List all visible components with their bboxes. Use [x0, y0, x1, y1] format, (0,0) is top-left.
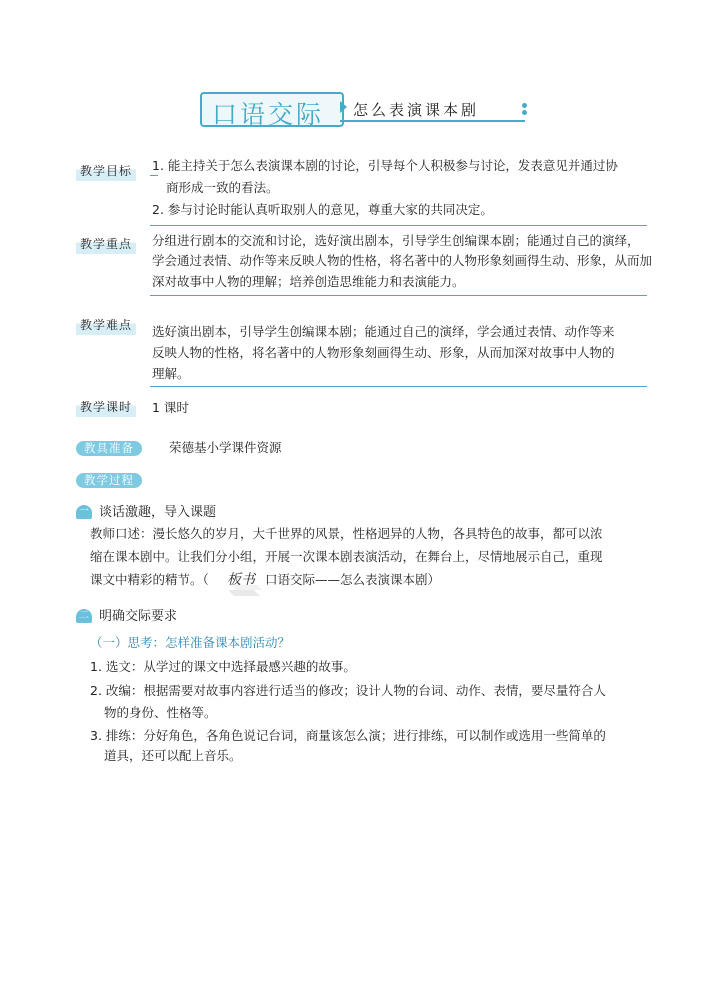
section2-item-2a: 2. 改编：根据需要对故事内容进行适当的修改；设计人物的台词、动作、表情，要尽量符合人 — [90, 683, 606, 698]
header-main-title: 口语交际 — [212, 100, 325, 129]
header-title-box — [200, 92, 344, 127]
objectives-item-1b: 商形成一致的看法。 — [166, 180, 279, 195]
section1-title: 谈话激趣，导入课题 — [99, 505, 217, 520]
board-writing-label: 板书 — [227, 572, 255, 588]
section2-item-3a: 3. 排练：分好角色，各角色说记台词，商量该怎么演；进行排练，可以制作或选用一些简单的 — [90, 728, 606, 743]
header-underline — [340, 120, 525, 122]
section1-line-1: 教师口述：漫长悠久的岁月，大千世界的风景，性格迥异的人物，各具特色的故事，都可以浓 — [90, 526, 603, 541]
divider — [150, 225, 647, 226]
objectives-item-2: 2. 参与讨论时能认真听取别人的意见，尊重大家的共同决定。 — [152, 202, 493, 217]
board-writing-text: 口语交际——怎么表演课本剧） — [265, 572, 441, 587]
difficulties-line-1: 选好演出剧本，引导学生创编课本剧；能通过自己的演绎，学会通过表情、动作等来 — [152, 324, 615, 339]
difficulties-label: 教学难点 — [76, 314, 136, 335]
dots-icon — [522, 103, 527, 115]
arrow-right-icon — [340, 101, 347, 113]
key-points-line-1: 分组进行剧本的交流和讨论，选好演出剧本，引导学生创编课本剧；能通过自己的演绎， — [152, 233, 640, 248]
section1-line-3: 课文中精彩的精节。（ — [90, 572, 209, 587]
process-tag: 教学过程 — [76, 473, 142, 488]
section2-item-3b: 道具，还可以配上音乐。 — [104, 748, 242, 763]
prep-value: 荣德基小学课件资源 — [169, 440, 282, 455]
key-points-label: 教学重点 — [76, 233, 136, 254]
difficulties-line-3: 理解。 — [152, 366, 190, 381]
section2-question: （一）思考：怎样准备课本剧活动？ — [90, 635, 291, 650]
section-number-badge: 一 — [76, 505, 92, 519]
board-writing-icon — [224, 570, 256, 590]
section2-title: 明确交际要求 — [99, 609, 178, 624]
key-points-line-3: 深对故事中人物的理解；培养创造思维能力和表演能力。 — [152, 274, 465, 289]
divider — [150, 386, 647, 387]
section2-item-2b: 物的身份、性格等。 — [104, 705, 217, 720]
section-number-badge: 二 — [76, 609, 92, 623]
prep-tag: 教具准备 — [76, 441, 142, 456]
difficulties-line-2: 反映人物的性格，将名著中的人物形象刻画得生动、形象，从而加深对故事中人物的 — [152, 345, 615, 360]
section2-item-1: 1. 选文：从学过的课文中选择最感兴趣的故事。 — [90, 659, 356, 674]
section1-line-2: 缩在课本剧中。让我们分小组，开展一次课本剧表演活动，在舞台上，尽情地展示自己，重现 — [90, 549, 603, 564]
hours-label: 教学课时 — [76, 396, 136, 417]
objectives-item-1a: 1. 能主持关于怎么表演课本剧的讨论，引导每个人积极参与讨论，发表意见并通过协 — [152, 158, 618, 173]
key-points-line-2: 学会通过表情、动作等来反映人物的性格，将名著中的人物形象刻画得生动、形象，从而加 — [152, 253, 653, 268]
divider — [150, 295, 647, 296]
hours-value: 1 课时 — [152, 400, 189, 415]
lesson-header — [200, 92, 525, 129]
header-sub-title: 怎么表演课本剧 — [353, 101, 480, 119]
objectives-label: 教学目标 — [76, 160, 136, 181]
